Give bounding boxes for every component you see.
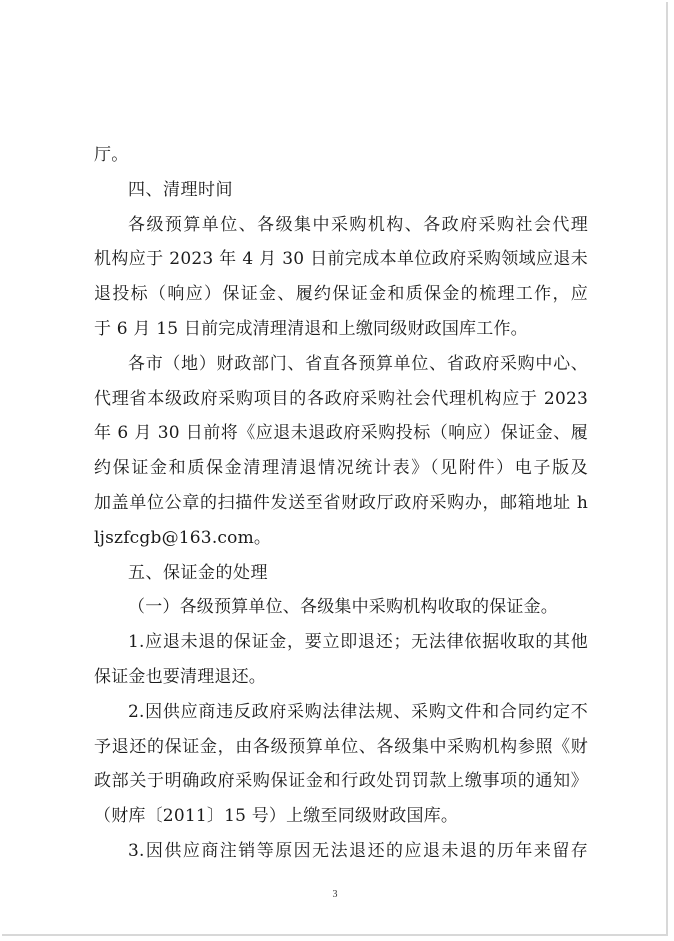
paragraph-line: 2.因供应商违反政府采购法律法规、采购文件和合同约定不	[128, 701, 588, 722]
section-heading: 五、保证金的处理	[128, 562, 268, 583]
paragraph-line: 加盖单位公章的扫描件发送至省财政厅政府采购办，邮箱地址 h	[94, 492, 588, 513]
paragraph-line: 约保证金和质保金清理清退情况统计表》（见附件）电子版及	[94, 458, 588, 479]
paragraph-line: ljszfcgb@163.com。	[94, 527, 272, 548]
page-number: 3	[332, 889, 338, 900]
paragraph-line: 厅。	[94, 145, 129, 165]
paragraph-line: 1.应退未退的保证金，要立即退还；无法律依据收取的其他	[128, 632, 588, 653]
paragraph-line: 退投标（响应）保证金、履约保证金和质保金的梳理工作，应	[94, 284, 588, 305]
document-body	[94, 138, 588, 869]
paragraph-line: 代理省本级政府采购项目的各政府采购社会代理机构应于 2023	[94, 388, 588, 409]
paragraph-line: （财库〔2011〕15 号）上缴至同级财政国库。	[94, 806, 459, 827]
paragraph-line: 机构应于 2023 年 4 月 30 日前完成本单位政府采购领域应退未	[94, 249, 588, 270]
paragraph-line: 各级预算单位、各级集中采购机构、各政府采购社会代理	[128, 214, 588, 235]
paragraph-line: 政部关于明确政府采购保证金和行政处罚罚款上缴事项的通知》	[94, 771, 588, 792]
paragraph-line: 保证金也要清理退还。	[94, 666, 266, 687]
paragraph-line: （一）各级预算单位、各级集中采购机构收取的保证金。	[128, 597, 558, 618]
paragraph-line: 于 6 月 15 日前完成清理清退和上缴同级财政国库工作。	[94, 318, 528, 339]
paragraph-line: 年 6 月 30 日前将《应退未退政府采购投标（响应）保证金、履	[94, 423, 588, 444]
section-heading: 四、清理时间	[128, 179, 233, 200]
document-page	[2, 2, 668, 936]
paragraph-line: 予退还的保证金，由各级预算单位、各级集中采购机构参照《财	[94, 736, 588, 757]
paragraph-line: 3.因供应商注销等原因无法退还的应退未退的历年来留存	[128, 840, 588, 861]
paragraph-line: 各市（地）财政部门、省直各预算单位、省政府采购中心、	[128, 353, 588, 374]
